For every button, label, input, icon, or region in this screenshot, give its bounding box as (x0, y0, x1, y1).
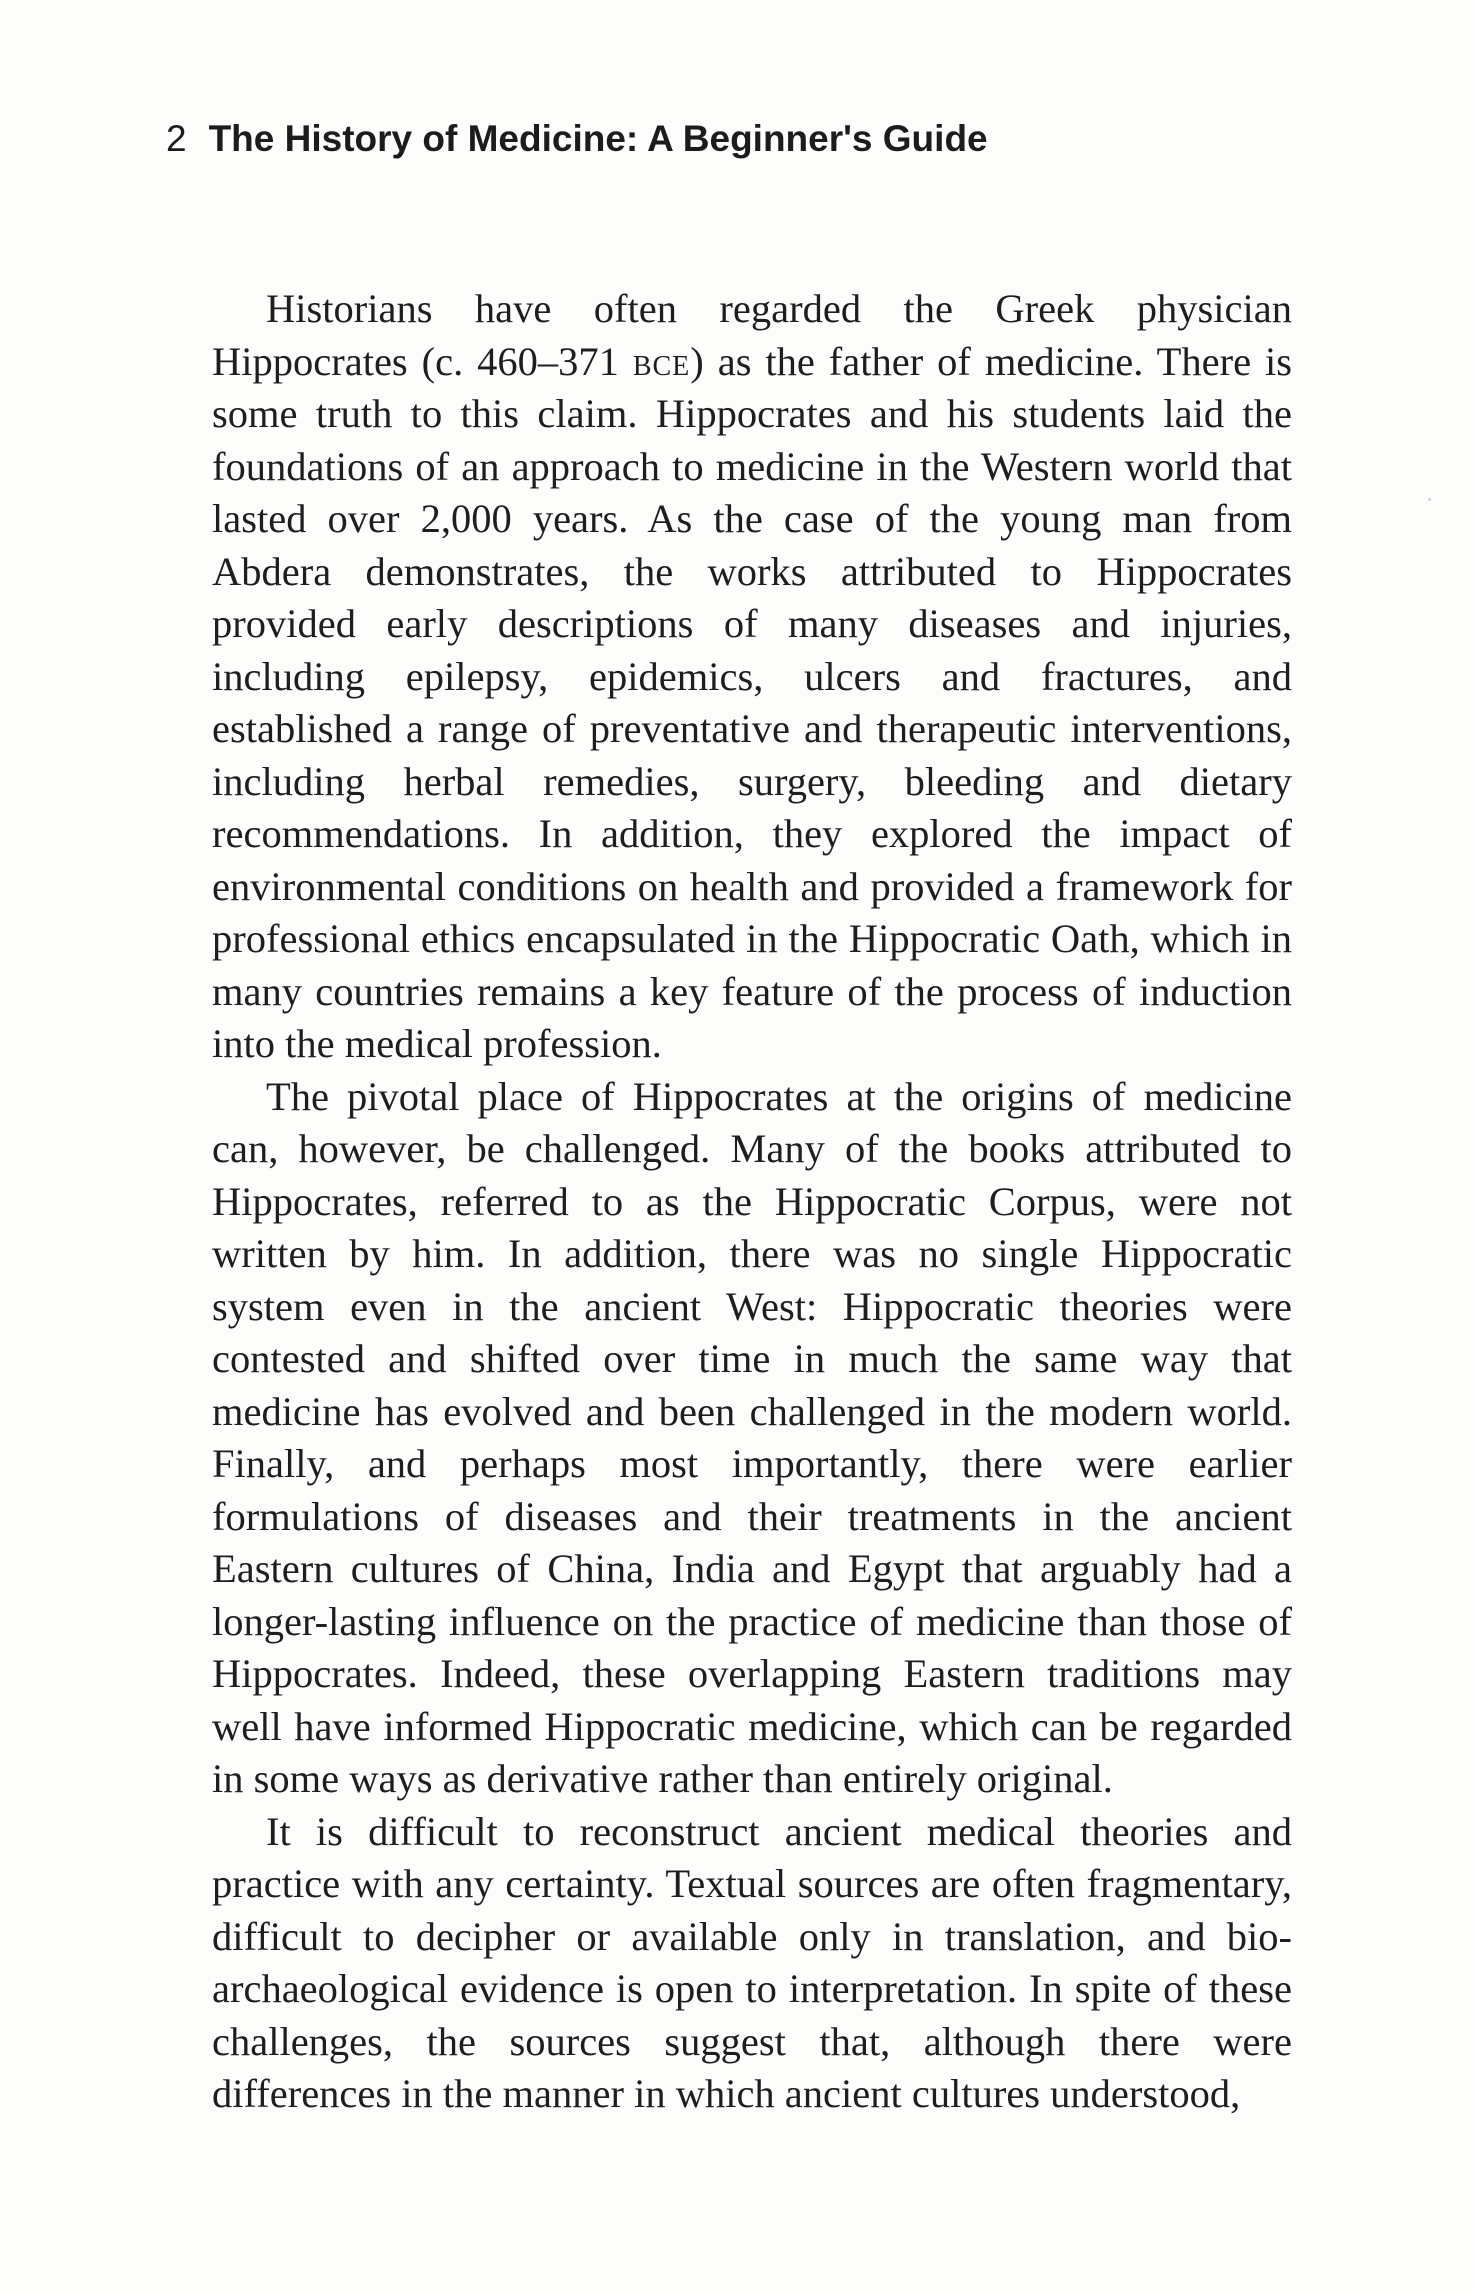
running-title: The History of Medicine: A Beginner's Guide (208, 118, 988, 159)
paragraph-2: The pivotal place of Hippocrates at the origins of medicine can, however, be challenged. Many of the books attributed to Hippocrates, referred to as the Hippocratic Corpus, were not written by him. In addition, there was no single Hippocratic system even in the ancient West: Hippocratic theories were contested and shifted over time in much the same way that medicine has evolved and been challenged in the modern world. Finally, and perhaps most importantly, there were earlier formulations of diseases and their treatments in the ancient Eastern cultures of China, India and Egypt that arguably had a longer-lasting influence on the practice of medicine than those of Hippocrates. Indeed, these overlapping Eastern traditions may well have informed Hippocratic medicine, which can be regarded in some ways as derivative rather than entirely original. (212, 1073, 1292, 1801)
page-number: 2 (166, 118, 187, 159)
paragraph-1-text-a: Historians have often regarded the Greek physician Hippocrates (c. 460–371 (212, 286, 1292, 384)
running-head (166, 118, 988, 160)
era-abbreviation: bce (632, 338, 691, 384)
paper-speck (1428, 498, 1431, 501)
body-text (212, 283, 1292, 2121)
paragraph-1-text-b: ) as the father of medicine. There is some truth to this claim. Hippocrates and his students laid the foundations of an approach to medicine in the Western world that lasted over 2,000 years. As the case of the young man from Abdera demonstrates, the works attributed to Hippocrates provided early descriptions of many diseases and injuries, including epilepsy, epidemics, ulcers and fractures, and established a range of preventative and therapeutic interventions, including herbal remedies, surgery, bleeding and dietary recommendations. In addition, they explored the impact of environmental conditions on health and provided a framework for professional ethics encapsulated in the Hippocratic Oath, which in many countries remains a key feature of the process of induction into the medical profession. (212, 338, 1292, 1066)
paragraph-1 (212, 283, 1292, 1071)
paragraph-3: It is difficult to reconstruct ancient medical theories and practice with any certainty. Textual sources are often fragmentary, difficult to decipher or available only in translation, and bio-archaeological evidence is open to interpretation. In spite of these challenges, the sources suggest that, although there were differences in the manner in which ancient cultures understood, (212, 1808, 1292, 2116)
